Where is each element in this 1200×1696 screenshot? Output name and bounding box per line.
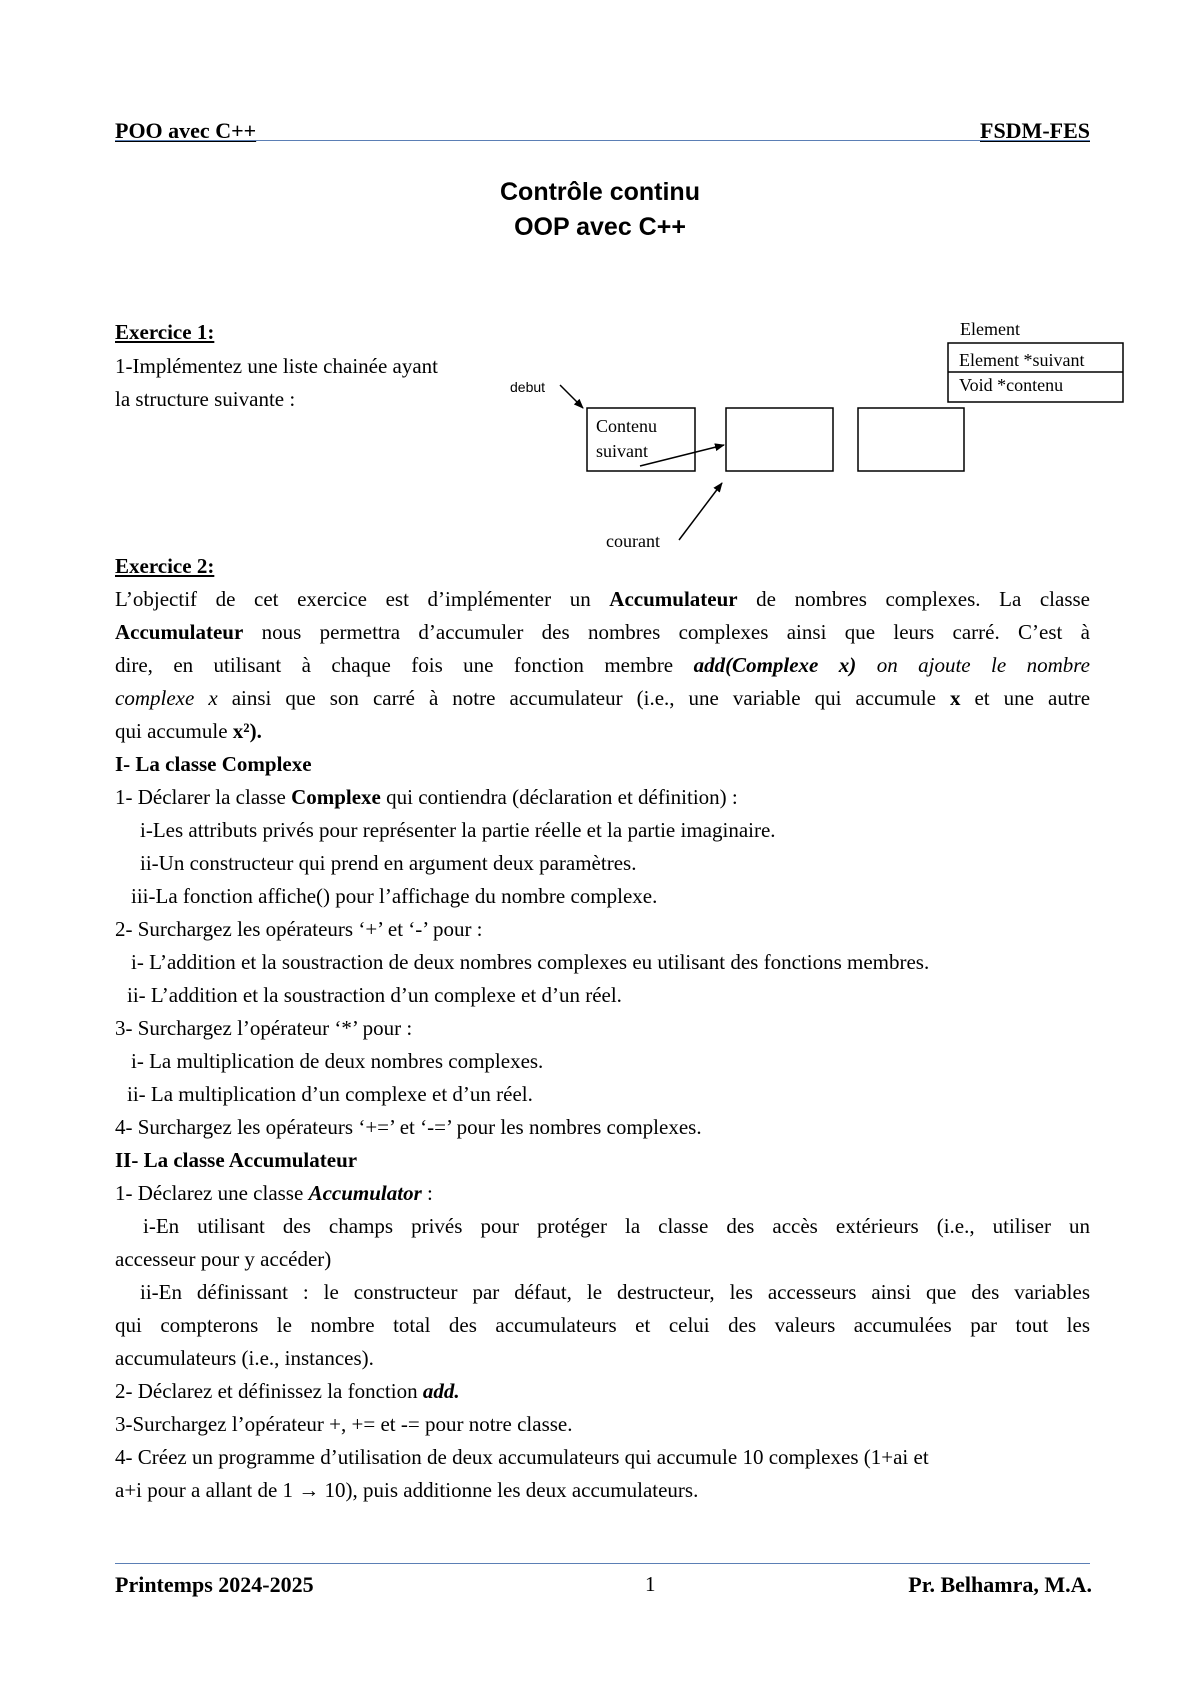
complexe-item-2-i: i- L’addition et la soustraction de deux nombres complexes eu utilisant des fonctions membres. xyxy=(131,950,930,974)
ex2-paragraph-line-4: complexe x ainsi que son carré à notre accumulateur (i.e., une variable qui accumule x et une autre xyxy=(115,686,1091,710)
accumulateur-item-3: 3-Surchargez l’opérateur +, += et -= pour notre classe. xyxy=(115,1412,573,1436)
accumulateur-item-1: 1- Déclarez une classe Accumulator : xyxy=(115,1181,433,1205)
complexe-item-1-ii: ii-Un constructeur qui prend en argument deux paramètres. xyxy=(140,851,637,875)
courant-label: courant xyxy=(606,531,660,551)
complexe-item-1-i: i-Les attributs privés pour représenter la partie réelle et la partie imaginaire. xyxy=(140,818,776,842)
list-node-2 xyxy=(726,408,833,471)
footer-author: Pr. Belhamra, M.A. xyxy=(908,1572,1092,1597)
accumulateur-item-1-i-line-1: i-En utilisant des champs privés pour protéger la classe des accès extérieurs (i.e., utiliser un xyxy=(143,1214,1090,1238)
debut-arrow xyxy=(560,385,583,408)
page-number: 1 xyxy=(645,1572,656,1596)
complexe-item-1: 1- Déclarer la classe Complexe qui contiendra (déclaration et définition) : xyxy=(115,785,738,809)
ex2-paragraph-line-5: qui accumule x²). xyxy=(115,719,262,743)
complexe-item-1-iii: iii-La fonction affiche() pour l’affichage du nombre complexe. xyxy=(131,884,658,908)
exercise-2-heading: Exercice 2: xyxy=(115,554,215,578)
element-class-title: Element xyxy=(960,319,1020,339)
complexe-item-4: 4- Surchargez les opérateurs ‘+=’ et ‘-=’ pour les nombres complexes. xyxy=(115,1115,702,1139)
section-complexe-heading: I- La classe Complexe xyxy=(115,752,312,776)
footer-semester: Printemps 2024-2025 xyxy=(115,1572,314,1597)
linked-list-diagram xyxy=(0,0,1200,560)
page-subtitle: OOP avec C++ xyxy=(514,213,686,241)
element-field-content: Void *contenu xyxy=(959,375,1064,395)
accumulateur-item-1-ii-line-2: qui compterons le nombre total des accumulateurs et celui des valeurs accumulées par tout les xyxy=(115,1313,1090,1337)
accumulateur-item-1-ii-line-1: ii-En définissant : le constructeur par défaut, le destructeur, les accesseurs ainsi que des variables xyxy=(140,1280,1090,1304)
debut-label: debut xyxy=(510,379,546,395)
next-arrow xyxy=(640,445,724,466)
exercise-1-line-1: 1-Implémentez une liste chainée ayant xyxy=(115,354,439,378)
exercise-1-line-2: la structure suivante : xyxy=(115,387,296,411)
node-next-label: suivant xyxy=(596,441,648,461)
complexe-item-2-ii: ii- L’addition et la soustraction d’un complexe et d’un réel. xyxy=(127,983,622,1007)
exercise-1-heading: Exercice 1: xyxy=(115,320,215,344)
section-accumulateur-heading: II- La classe Accumulateur xyxy=(115,1148,358,1172)
footer-rule xyxy=(115,1563,1090,1564)
header-course: POO avec C++ xyxy=(115,118,257,143)
accumulateur-item-1-i-line-2: accesseur pour y accéder) xyxy=(115,1247,332,1271)
courant-arrow xyxy=(679,483,722,540)
ex2-paragraph-line-3: dire, en utilisant à chaque fois une fonction membre add(Complexe x) on ajoute le nombre xyxy=(115,653,1090,677)
header-institution: FSDM-FES xyxy=(980,118,1090,143)
ex2-paragraph-line-2: Accumulateur nous permettra d’accumuler des nombres complexes ainsi que leurs carré. C’est à xyxy=(115,620,1090,644)
complexe-item-3-ii: ii- La multiplication d’un complexe et d’un réel. xyxy=(127,1082,533,1106)
node-content-label: Contenu xyxy=(596,416,657,436)
element-field-next: Element *suivant xyxy=(959,350,1085,370)
accumulateur-item-4-line-1: 4- Créez un programme d’utilisation de deux accumulateurs qui accumule 10 complexes (1+ai et xyxy=(115,1445,929,1469)
accumulateur-item-2: 2- Déclarez et définissez la fonction add. xyxy=(115,1379,460,1403)
ex2-paragraph-line-1: L’objectif de cet exercice est d’implémenter un Accumulateur de nombres complexes. La classe xyxy=(115,587,1090,611)
list-node-3 xyxy=(858,408,964,471)
complexe-item-3: 3- Surchargez l’opérateur ‘*’ pour : xyxy=(115,1016,413,1040)
complexe-item-3-i: i- La multiplication de deux nombres complexes. xyxy=(131,1049,544,1073)
accumulateur-item-4-line-2: a+i pour a allant de 1 → 10), puis additionne les deux accumulateurs. xyxy=(115,1478,699,1502)
complexe-item-2: 2- Surchargez les opérateurs ‘+’ et ‘-’ pour : xyxy=(115,917,483,941)
accumulateur-item-1-ii-line-3: accumulateurs (i.e., instances). xyxy=(115,1346,374,1370)
page-title: Contrôle continu xyxy=(500,178,700,206)
